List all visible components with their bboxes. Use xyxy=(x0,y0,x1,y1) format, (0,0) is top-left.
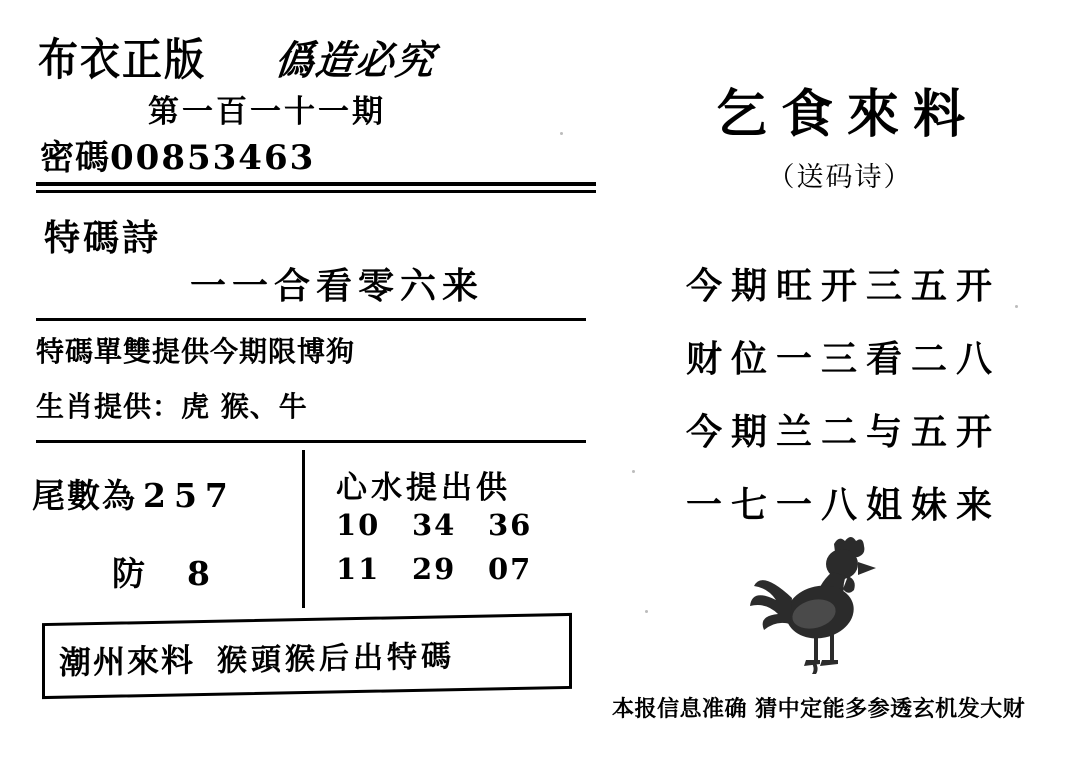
poem-line: 财位一三看二八 xyxy=(685,338,1001,380)
divider-top-1 xyxy=(36,182,596,186)
scan-speckle xyxy=(632,470,635,473)
xinshui-number: 29 xyxy=(412,552,457,586)
tail-number-line xyxy=(32,470,236,517)
xinshui-title: 心水提出供 xyxy=(336,470,511,506)
xinshui-number: 07 xyxy=(488,552,533,586)
divider-top-2 xyxy=(36,190,596,193)
poem-line: 今期旺开三五开 xyxy=(685,265,1001,307)
passcode-digits: 00853463 xyxy=(110,138,316,178)
guard-number-line xyxy=(112,548,212,595)
poem-line: 今期兰二与五开 xyxy=(685,411,1001,453)
divider-vertical xyxy=(302,450,305,608)
scan-speckle xyxy=(560,132,563,135)
issue-number: 第一百一十一期 xyxy=(148,94,386,130)
tema-poem-line: 一一合看零六来 xyxy=(190,265,485,307)
xinshui-number: 36 xyxy=(488,508,533,542)
brand-title: 布衣正版 xyxy=(38,33,206,86)
footer-banner-inner xyxy=(45,616,569,696)
poem-block xyxy=(624,258,1054,550)
divider-lower xyxy=(36,440,586,443)
tail-number-values: 257 xyxy=(143,476,236,515)
guard-label: 防 xyxy=(112,554,147,593)
xinshui-number: 10 xyxy=(336,508,381,542)
xinshui-number: 34 xyxy=(412,508,457,542)
footer-source-label: 潮州來料 xyxy=(59,641,196,682)
right-title: 乞食來料 xyxy=(714,84,979,145)
passcode-label: 密碼 xyxy=(40,138,110,178)
footer-banner-box xyxy=(42,613,572,699)
scan-speckle xyxy=(1015,305,1018,308)
poem-line: 一七一八姐妹来 xyxy=(685,484,1001,526)
xinshui-number: 11 xyxy=(336,552,381,586)
divider-middle xyxy=(36,318,586,321)
right-footer-text: 本报信息准确 猜中定能多参透玄机发大财 xyxy=(612,697,1026,722)
xinshui-row-2 xyxy=(336,552,564,586)
tail-number-label: 尾數為 xyxy=(32,476,137,515)
guard-value: 8 xyxy=(187,554,212,593)
counterfeit-warning: 僞造必究 xyxy=(273,36,439,84)
footer-slogan: 猴頭猴后出特碼 xyxy=(217,639,456,679)
tema-poem-label: 特碼詩 xyxy=(44,217,162,259)
scan-speckle xyxy=(645,610,648,613)
zodiac-supply-line: 生肖提供：虎 猴、牛 xyxy=(36,390,308,423)
odd-even-supply-line: 特碼單雙提供今期限博狗 xyxy=(36,335,356,368)
passcode-line xyxy=(40,130,315,179)
right-subtitle: （送码诗） xyxy=(767,162,913,193)
rooster-icon xyxy=(748,528,888,678)
headline-row xyxy=(38,28,558,85)
xinshui-row-1 xyxy=(336,508,564,542)
